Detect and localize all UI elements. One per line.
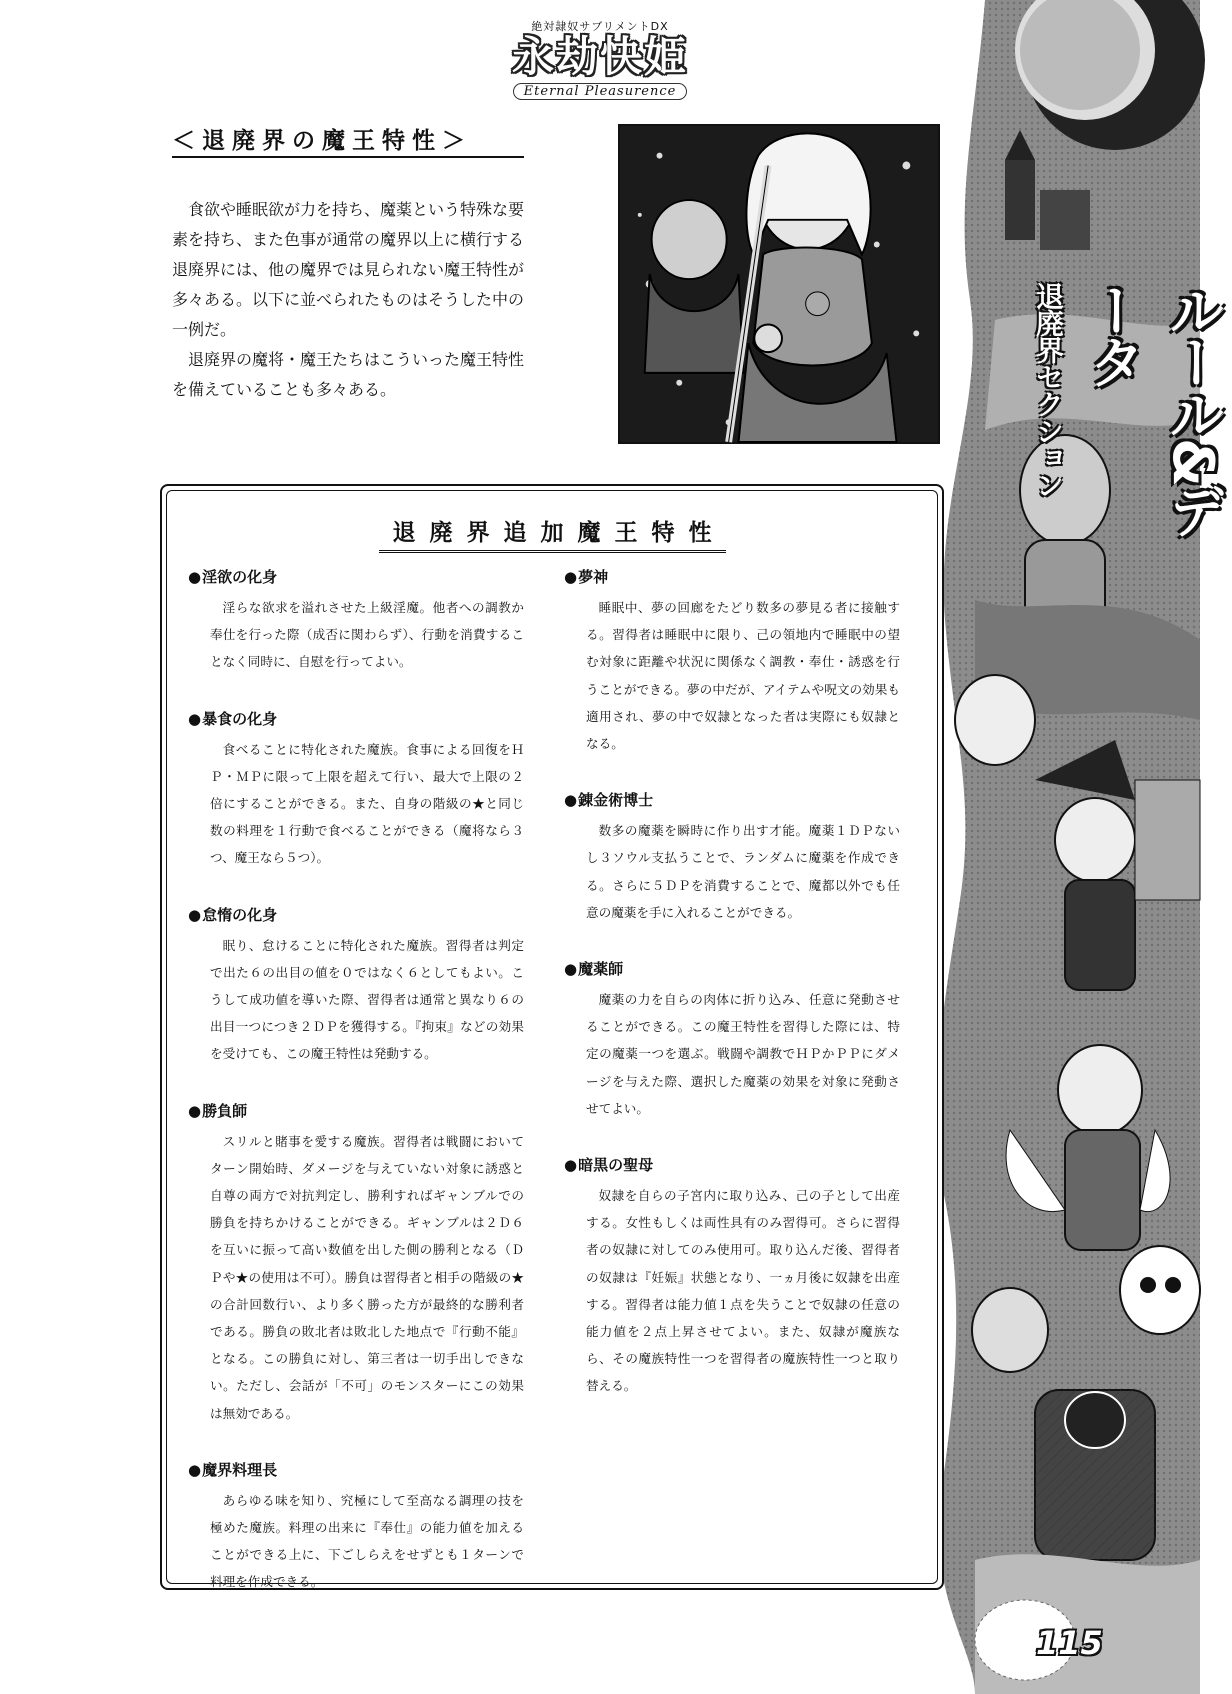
trait-name: ● 魔薬師 (564, 958, 900, 980)
box-title-text: 退廃界追加魔王特性 (379, 520, 726, 553)
intro-paragraph: 食欲や睡眠欲が力を持ち、魔薬という特殊な要素を持ち、また色事が通常の魔界以上に横行する退廃界には、他の魔界では見られない魔王特性が多々ある。以下に並べられたものはそうした中の一例だ。 (172, 200, 525, 339)
trait-item (564, 1154, 900, 1400)
box-title (162, 514, 942, 547)
page-number: 115 (1036, 1624, 1103, 1662)
logo-small-text: 絶対隷奴サブリメントDX (531, 20, 669, 33)
trait-name: ● 夢神 (564, 566, 900, 588)
intro-text (172, 195, 532, 405)
trait-name: ● 暴食の化身 (188, 708, 524, 730)
trait-item (188, 1100, 524, 1427)
traits-right-column (564, 566, 900, 1432)
side-illustration-strip (915, 0, 1200, 1694)
trait-description: 淫らな欲求を溢れさせた上級淫魔。他者への調教か奉仕を行った際（成否に関わらず）、行動を消費することなく同時に、自慰を行ってよい。 (210, 600, 524, 670)
trait-item (188, 566, 524, 676)
trait-description: あらゆる味を知り、究極にして至高なる調理の技を極めた魔族。料理の出来に『奉仕』の能力値を加えることができる上に、下ごしらえをせずとも１ターンで料理を作成できる。 (210, 1492, 524, 1590)
intro-heading: ＜退廃界の魔王特性＞ (172, 128, 524, 158)
trait-item (188, 708, 524, 872)
side-title-small: 退廃界セクション (1032, 282, 1065, 498)
trait-name: ● 淫欲の化身 (188, 566, 524, 588)
trait-item (564, 789, 900, 926)
trait-name: ● 怠惰の化身 (188, 904, 524, 926)
trait-item (188, 904, 524, 1068)
trait-description: 奴隷を自らの子宮内に取り込み、己の子として出産する。女性もしくは両性具有のみ習得可。さらに習得者の奴隷に対してのみ使用可。取り込んだ後、習得者の奴隷は『妊娠』状態となり、一ヵ月後に奴隷を出産する。習得者は能力値１点を失うことで奴隷の任意の能力値を２点上昇させてよい。また、奴隷が魔族なら、その魔族特性一つを習得者の魔族特性一つと取り替える。 (586, 1188, 900, 1394)
trait-description: 眠り、怠けることに特化された魔族。習得者は判定で出た６の出目の値を０ではなく６としてもよい。こうして成功値を導いた際、習得者は通常と異なり６の出目一つにつき２ＤＰを獲得する。『拘束』などの効果を受けても、この魔王特性は発動する。 (210, 937, 524, 1062)
trait-description: 食べることに特化された魔族。食事による回復をＨＰ・ＭＰに限って上限を超えて行い、最大で上限の２倍にすることができる。また、自身の階級の★と同じ数の料理を１行動で食べることができる（魔将なら３つ、魔王なら５つ）。 (210, 741, 524, 866)
logo-sub-text: Eternal Pleasurence (513, 83, 688, 100)
additional-traits-box (160, 484, 944, 1590)
trait-item (188, 1459, 524, 1596)
trait-description: 数多の魔薬を瞬時に作り出す才能。魔薬１ＤＰないし３ソウル支払うことで、ランダムに魔薬を作成できる。さらに５ＤＰを消費することで、魔都以外でも任意の魔薬を手に入れることができる。 (586, 823, 900, 920)
side-title-big: ルール&データ (1080, 282, 1225, 535)
trait-description: スリルと賭事を愛する魔族。習得者は戦闘においてターン開始時、ダメージを与えていない対象に誘惑と自尊の両方で対抗判定し、勝利すればギャンブルでの勝負を持ちかけることができる。ギャンブルは２Ｄ６を互いに振って高い数値を出した側の勝利となる（ＤＰや★の使用は不可）。勝負は習得者と相手の階級の★の合計回数行い、より多く勝った方が最終的な勝利者である。勝負の敗北者は敗北した地点で『行動不能』となる。この勝負に対し、第三者は一切手出しできない。ただし、会話が「不可」のモンスターにこの効果は無効である。 (210, 1133, 524, 1421)
trait-description: 睡眠中、夢の回廊をたどり数多の夢見る者に接触する。習得者は睡眠中に限り、己の領地内で睡眠中の望む対象に距離や状況に関係なく調教・奉仕・誘惑を行うことができる。夢の中だが、アイテムや呪文の効果も適用され、夢の中で奴隷となった者は実際にも奴隷となる。 (586, 600, 900, 752)
book-logo (490, 18, 710, 106)
trait-name: ● 勝負師 (188, 1100, 524, 1122)
intro-paragraph: 退廃界の魔将・魔王たちはこういった魔王特性を備えていることも多々ある。 (172, 350, 525, 399)
traits-left-column (188, 566, 524, 1628)
trait-name: ● 暗黒の聖母 (564, 1154, 900, 1176)
trait-name: ● 魔界料理長 (188, 1459, 524, 1481)
trait-name: ● 錬金術博士 (564, 789, 900, 811)
section-side-title (1028, 282, 1225, 562)
trait-item (564, 958, 900, 1122)
trait-description: 魔薬の力を自らの肉体に折り込み、任意に発動させることができる。この魔王特性を習得した際には、特定の魔薬一つを選ぶ。戦闘や調教でＨＰかＰＰにダメージを与えた際、選択した魔薬の効果を対象に発動させてよい。 (586, 992, 900, 1116)
logo-main-text: 永劫快姫 (511, 32, 688, 81)
character-illustration (618, 124, 940, 444)
trait-item (564, 566, 900, 757)
